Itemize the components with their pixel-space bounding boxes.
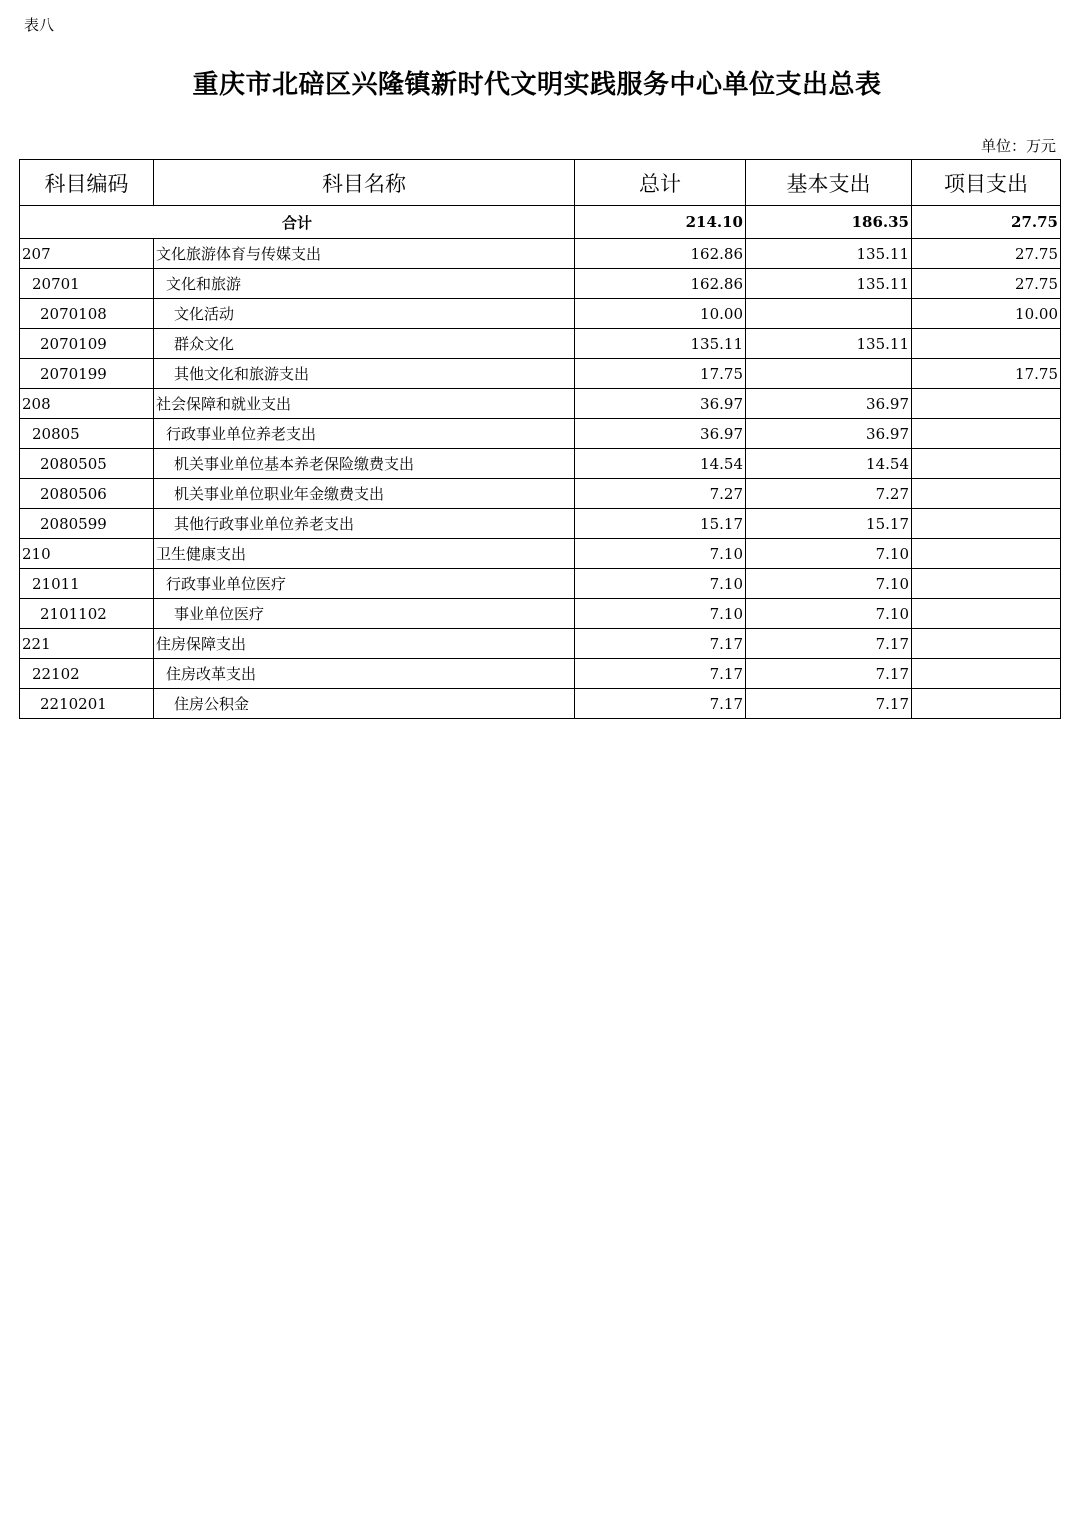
header-row <box>20 160 1061 206</box>
project-cell: 10.00 <box>912 299 1061 329</box>
total-label: 合计 <box>20 206 575 239</box>
code-cell: 2080505 <box>20 449 154 479</box>
basic-cell: 36.97 <box>746 389 912 419</box>
project-cell <box>912 599 1061 629</box>
basic-cell: 14.54 <box>746 449 912 479</box>
code-cell: 2210201 <box>20 689 154 719</box>
basic-cell: 135.11 <box>746 269 912 299</box>
name-cell: 住房改革支出 <box>154 659 575 689</box>
table-row <box>20 329 1061 359</box>
project-cell <box>912 449 1061 479</box>
project-cell <box>912 539 1061 569</box>
basic-cell: 7.27 <box>746 479 912 509</box>
code-cell: 2080506 <box>20 479 154 509</box>
name-cell: 行政事业单位医疗 <box>154 569 575 599</box>
basic-cell: 15.17 <box>746 509 912 539</box>
code-cell: 20701 <box>20 269 154 299</box>
table-row <box>20 539 1061 569</box>
total-cell: 36.97 <box>575 419 746 449</box>
table-row <box>20 419 1061 449</box>
code-cell: 2070199 <box>20 359 154 389</box>
header-total: 总计 <box>575 160 746 206</box>
header-project: 项目支出 <box>912 160 1061 206</box>
total-cell: 10.00 <box>575 299 746 329</box>
name-cell: 其他行政事业单位养老支出 <box>154 509 575 539</box>
project-cell <box>912 689 1061 719</box>
name-cell: 住房保障支出 <box>154 629 575 659</box>
name-cell: 文化活动 <box>154 299 575 329</box>
total-cell: 7.10 <box>575 599 746 629</box>
code-cell: 207 <box>20 239 154 269</box>
code-cell: 21011 <box>20 569 154 599</box>
code-cell: 20805 <box>20 419 154 449</box>
project-cell <box>912 389 1061 419</box>
name-cell: 行政事业单位养老支出 <box>154 419 575 449</box>
basic-cell: 7.17 <box>746 659 912 689</box>
name-cell: 机关事业单位职业年金缴费支出 <box>154 479 575 509</box>
project-cell: 27.75 <box>912 269 1061 299</box>
project-cell <box>912 479 1061 509</box>
table-row <box>20 599 1061 629</box>
project-cell <box>912 659 1061 689</box>
total-cell: 17.75 <box>575 359 746 389</box>
table-row <box>20 569 1061 599</box>
total-cell: 14.54 <box>575 449 746 479</box>
page-title: 重庆市北碚区兴隆镇新时代文明实践服务中心单位支出总表 <box>192 70 882 100</box>
header-name: 科目名称 <box>154 160 575 206</box>
total-cell: 7.17 <box>575 629 746 659</box>
table-tag: 表八 <box>24 16 55 34</box>
code-cell: 22102 <box>20 659 154 689</box>
project-cell <box>912 569 1061 599</box>
project-cell <box>912 329 1061 359</box>
name-cell: 社会保障和就业支出 <box>154 389 575 419</box>
name-cell: 文化旅游体育与传媒支出 <box>154 239 575 269</box>
code-cell: 2070109 <box>20 329 154 359</box>
basic-cell: 135.11 <box>746 329 912 359</box>
project-cell: 17.75 <box>912 359 1061 389</box>
total-cell: 162.86 <box>575 269 746 299</box>
code-cell: 221 <box>20 629 154 659</box>
table-row <box>20 239 1061 269</box>
total-cell: 36.97 <box>575 389 746 419</box>
basic-cell <box>746 299 912 329</box>
total-cell: 7.10 <box>575 539 746 569</box>
total-project: 27.75 <box>912 206 1061 239</box>
header-basic: 基本支出 <box>746 160 912 206</box>
name-cell: 事业单位医疗 <box>154 599 575 629</box>
name-cell: 住房公积金 <box>154 689 575 719</box>
total-basic: 186.35 <box>746 206 912 239</box>
code-cell: 2080599 <box>20 509 154 539</box>
total-cell: 7.17 <box>575 689 746 719</box>
total-total: 214.10 <box>575 206 746 239</box>
table-row <box>20 629 1061 659</box>
project-cell <box>912 509 1061 539</box>
table-row <box>20 389 1061 419</box>
basic-cell <box>746 359 912 389</box>
total-cell: 162.86 <box>575 239 746 269</box>
table-row <box>20 479 1061 509</box>
table-row <box>20 689 1061 719</box>
code-cell: 210 <box>20 539 154 569</box>
table-row <box>20 449 1061 479</box>
table-row <box>20 359 1061 389</box>
project-cell <box>912 419 1061 449</box>
basic-cell: 7.10 <box>746 569 912 599</box>
basic-cell: 7.10 <box>746 539 912 569</box>
table-row <box>20 269 1061 299</box>
table-row <box>20 659 1061 689</box>
name-cell: 机关事业单位基本养老保险缴费支出 <box>154 449 575 479</box>
code-cell: 208 <box>20 389 154 419</box>
table-row <box>20 299 1061 329</box>
code-cell: 2101102 <box>20 599 154 629</box>
unit-label: 单位：万元 <box>980 137 1056 155</box>
expenditure-table <box>19 159 1061 719</box>
basic-cell: 135.11 <box>746 239 912 269</box>
name-cell: 群众文化 <box>154 329 575 359</box>
project-cell: 27.75 <box>912 239 1061 269</box>
basic-cell: 7.17 <box>746 629 912 659</box>
project-cell <box>912 629 1061 659</box>
total-row <box>20 206 1061 239</box>
total-cell: 7.10 <box>575 569 746 599</box>
basic-cell: 36.97 <box>746 419 912 449</box>
total-cell: 7.27 <box>575 479 746 509</box>
code-cell: 2070108 <box>20 299 154 329</box>
name-cell: 卫生健康支出 <box>154 539 575 569</box>
table-row <box>20 509 1061 539</box>
total-cell: 7.17 <box>575 659 746 689</box>
basic-cell: 7.10 <box>746 599 912 629</box>
total-cell: 135.11 <box>575 329 746 359</box>
name-cell: 文化和旅游 <box>154 269 575 299</box>
basic-cell: 7.17 <box>746 689 912 719</box>
header-code: 科目编码 <box>20 160 154 206</box>
total-cell: 15.17 <box>575 509 746 539</box>
name-cell: 其他文化和旅游支出 <box>154 359 575 389</box>
